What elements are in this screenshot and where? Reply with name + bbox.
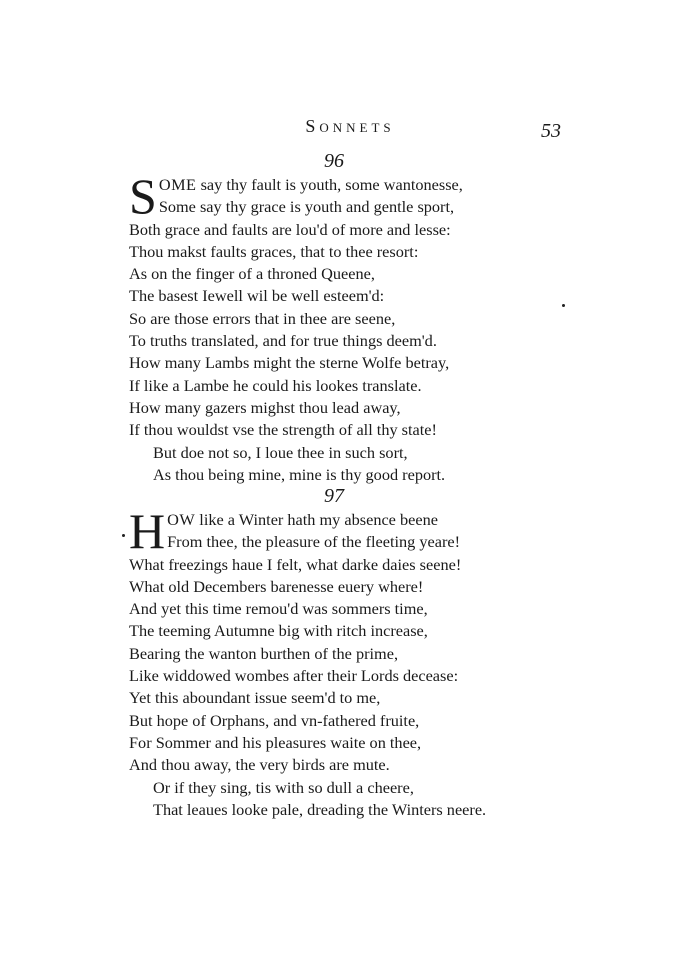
verse-line: Like widdowed wombes after their Lords decease: [129, 666, 459, 686]
page-number: 53 [541, 120, 561, 142]
verse-line: From thee, the pleasure of the fleeting yeare! [167, 532, 461, 552]
verse-line: To truths translated, and for true things deem'd. [129, 331, 437, 351]
ink-speck [122, 534, 125, 537]
sonnet-97 [129, 483, 569, 821]
couplet-line: But doe not so, I loue thee in such sort, [153, 442, 408, 462]
verse-line: What freezings haue I felt, what darke daies seene! [129, 554, 462, 574]
sonnet-number: 96 [324, 150, 344, 172]
verse-line: Bearing the wanton burthen of the prime, [129, 643, 399, 663]
verse-line: So are those errors that in thee are seene, [129, 308, 396, 328]
verse-line: As on the finger of a throned Queene, [129, 264, 375, 284]
couplet-line: As thou being mine, mine is thy good report. [153, 464, 446, 484]
verse-line: Both grace and faults are lou'd of more and lesse: [129, 219, 451, 239]
verse-line: But hope of Orphans, and vn-fathered fruite, [129, 710, 420, 730]
verse-line: And yet this time remou'd was sommers time, [129, 599, 428, 619]
verse-line: Thou makst faults graces, that to thee resort: [129, 241, 419, 261]
verse-line: The teeming Autumne big with ritch increase, [129, 621, 428, 641]
verse-line: OME say thy fault is youth, some wantonesse, [158, 175, 463, 194]
sonnet-number: 97 [324, 485, 344, 507]
sonnet-first-lines [129, 168, 569, 224]
verse-line: How many gazers mighst thou lead away, [129, 397, 401, 417]
first-word: OW [167, 510, 196, 529]
verse-line: How many Lambs might the sterne Wolfe betray, [129, 353, 450, 373]
verse-line: And thou away, the very birds are mute. [129, 755, 390, 775]
sonnet-first-lines [129, 503, 569, 559]
verse-line: If like a Lambe he could his lookes translate. [129, 375, 422, 395]
verse-line: The basest Iewell wil be well esteem'd: [129, 286, 385, 306]
verse-line: For Sommer and his pleasures waite on thee, [129, 732, 422, 752]
couplet-line: That leaues looke pale, dreading the Winters neere. [153, 799, 487, 819]
running-head: Sonnets [305, 116, 395, 136]
verse-line: OW like a Winter hath my absence beene [167, 510, 438, 529]
first-word: OME [158, 175, 197, 194]
drop-cap: S [129, 168, 157, 224]
sonnet-96 [129, 148, 569, 486]
drop-cap: H [129, 503, 166, 559]
verse-line: If thou wouldst vse the strength of all thy state! [129, 420, 437, 440]
couplet-line: Or if they sing, tis with so dull a cheere, [153, 777, 414, 797]
verse-line: What old Decembers barenesse euery where! [129, 576, 424, 596]
verse-line: Some say thy grace is youth and gentle sport, [158, 197, 455, 217]
ink-speck [562, 304, 565, 307]
verse-line: Yet this aboundant issue seem'd to me, [129, 688, 381, 708]
